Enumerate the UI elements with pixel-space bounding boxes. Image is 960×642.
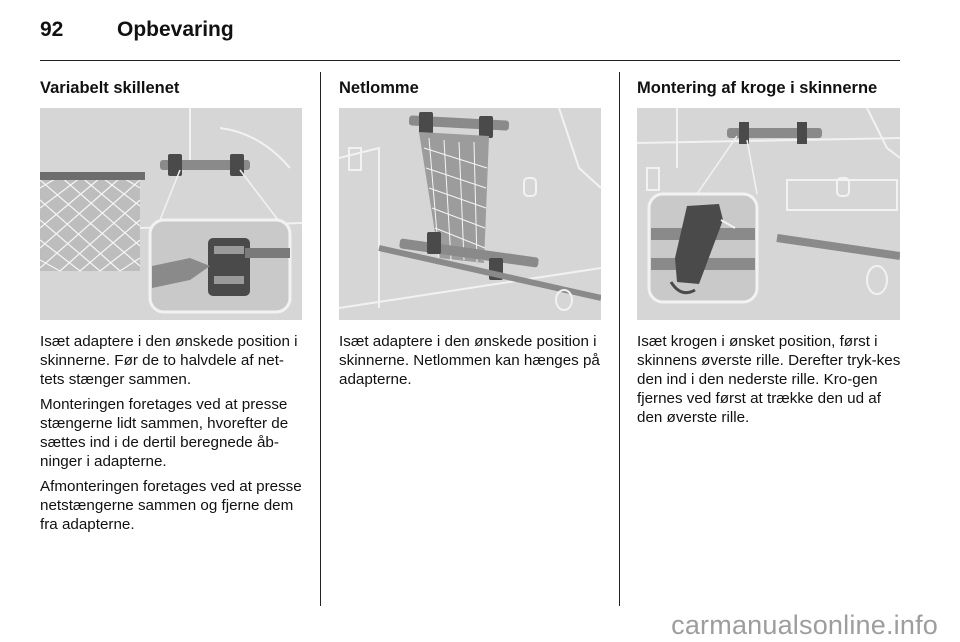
section-net-pocket xyxy=(339,74,603,388)
paragraph: Isæt adaptere i den ønskede position i skinnerne. Før de to halvdele af net-tets stænger sammen. xyxy=(40,333,298,388)
illustration-net-pocket xyxy=(339,108,601,320)
chapter-title: Opbevaring xyxy=(117,18,234,41)
net-pocket-drawing xyxy=(339,108,601,320)
paragraph: Monteringen foretages ved at presse stængerne lidt sammen, hvorefter de sættes ind i de dertil beregnede åb-ninger i adapterne. xyxy=(40,396,289,470)
paragraph: Isæt adaptere i den ønskede position i skinnerne. Netlommen kan hænges på adapterne. xyxy=(339,333,600,388)
column-divider-2 xyxy=(619,72,620,606)
paragraph: Isæt krogen i ønsket position, først i skinnens øverste rille. Derefter tryk-kes den ind i den nederste rille. Kro-gen fjernes ved først at trække den ud af den øverste rille. xyxy=(637,333,901,426)
illustration-divider-net-adapter xyxy=(40,108,302,320)
header-rule xyxy=(40,60,900,61)
hook-rail-drawing xyxy=(637,108,900,320)
section-title: Netlomme xyxy=(339,79,419,97)
section-body xyxy=(40,332,304,540)
divider-net-drawing xyxy=(40,108,302,320)
illustration-hook-in-rail xyxy=(637,108,900,320)
section-title: Variabelt skillenet xyxy=(40,79,180,97)
page-number: 92 xyxy=(40,18,64,41)
paragraph: Afmonteringen foretages ved at presse netstængerne sammen og fjerne dem fra adapterne. xyxy=(40,478,302,533)
section-title: Montering af kroge i skinnerne xyxy=(637,79,878,97)
section-body xyxy=(637,332,903,433)
section-hook-mounting xyxy=(637,74,901,426)
section-variable-divider-net xyxy=(40,74,304,533)
section-body xyxy=(339,332,603,395)
watermark: carmanualsonline.info xyxy=(671,610,938,640)
column-divider-1 xyxy=(320,72,321,606)
